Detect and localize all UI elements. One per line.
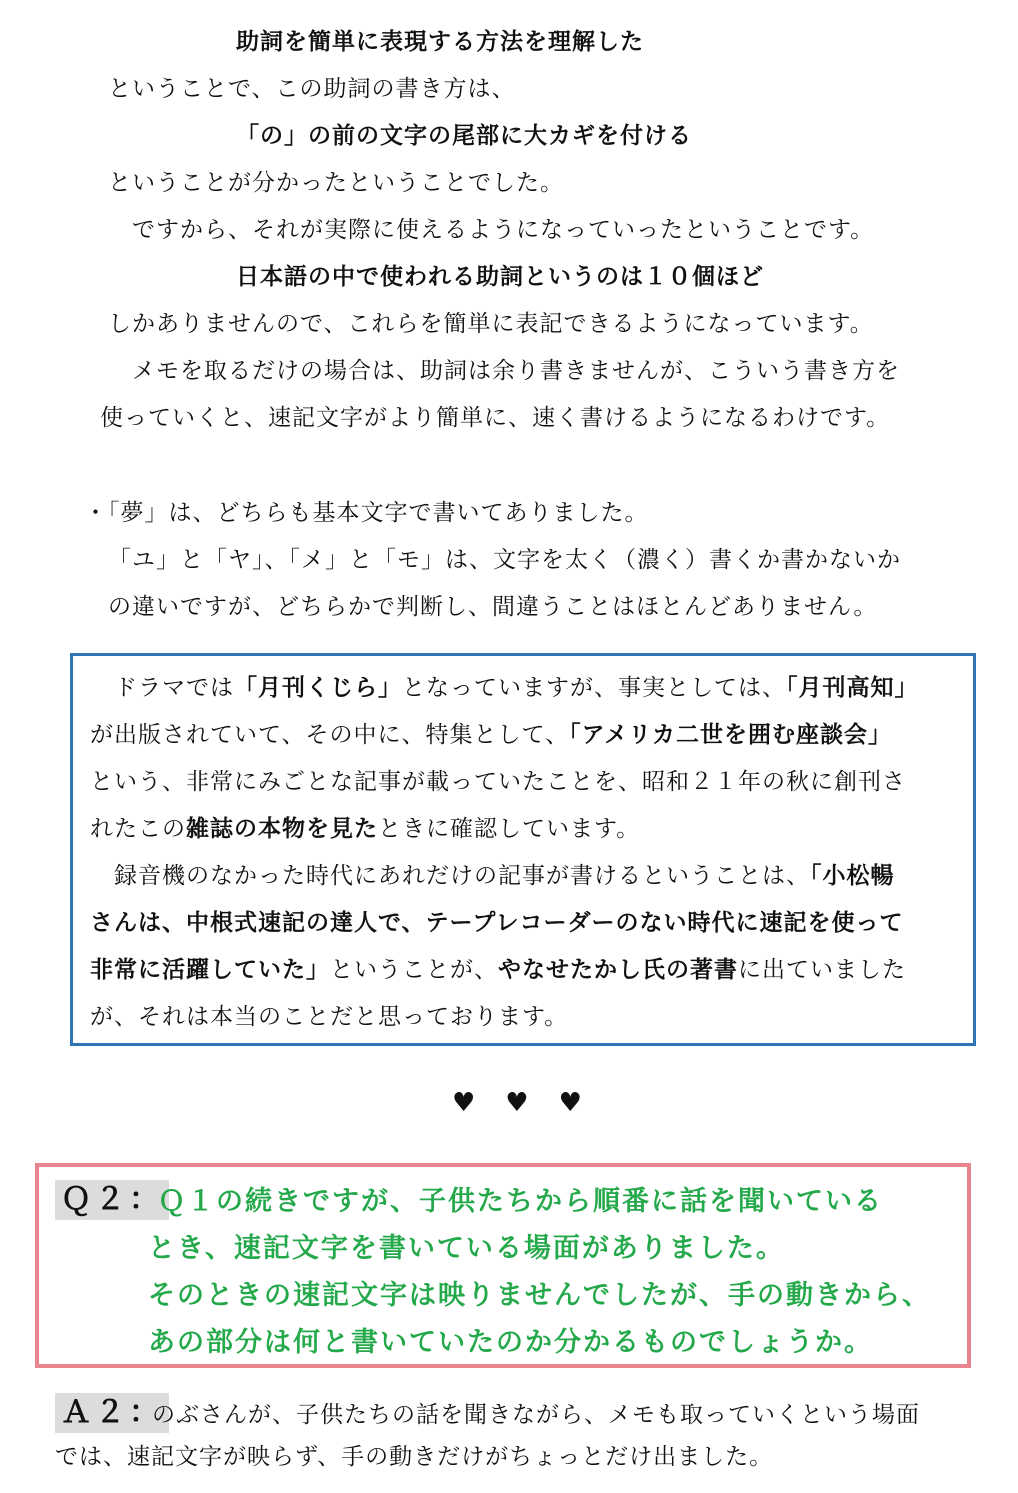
box-line-7 — [90, 956, 906, 984]
box-bold-quote: 「小松暢 — [810, 863, 895, 889]
box-text: ということが、 — [330, 957, 498, 983]
box-line-3: という、非常にみごとな記事が載っていたことを、昭和２１年の秋に創刊さ — [90, 769, 906, 795]
box-text: に出ていました — [738, 957, 906, 983]
a2-line-2: では、速記文字が映らず、手の動きだけがちょっとだけ出ました。 — [55, 1444, 774, 1470]
q2-line-4: あの部分は何と書いていたのか分かるものでしょうか。 — [148, 1327, 873, 1358]
bullet-line-3: の違いですが、どちらかで判断し、間違うことはほとんどありません。 — [108, 594, 878, 620]
box-text: れたこの — [90, 816, 186, 842]
box-line-5 — [114, 862, 895, 890]
box-bold-quote: 非常に活躍していた」 — [90, 957, 330, 983]
a2-line-1: のぶさんが、子供たちの話を聞きながら、メモも取っていくという場面 — [152, 1402, 920, 1428]
intro-line-1: 助詞を簡単に表現する方法を理解した — [236, 29, 644, 55]
box-bold-phrase: 雑誌の本物を見た — [186, 816, 378, 842]
a2-label: Ａ２： — [55, 1393, 169, 1433]
bullet-line-2: 「ユ」と「ヤ」、「メ」と「モ」は、文字を太く（濃く）書くか書かないか — [108, 547, 901, 573]
intro-line-6: 日本語の中で使われる助詞というのは１０個ほど — [236, 264, 764, 290]
intro-line-7: しかありませんので、これらを簡単に表記できるようになっています。 — [108, 311, 874, 337]
box-line-4 — [90, 815, 640, 843]
box-line-6: さんは、中根式速記の達人で、テープレコーダーのない時代に速記を使って — [90, 910, 904, 936]
intro-line-5: ですから、それが実際に使えるようになっていったということです。 — [132, 217, 875, 243]
box-bold-phrase: やなせたかし氏の著書 — [498, 957, 738, 983]
q2-label: Ｑ２： — [55, 1180, 169, 1220]
box-line-2 — [90, 721, 892, 749]
box-text: ときに確認しています。 — [378, 816, 641, 842]
bullet-line-1: ・「夢」は、どちらも基本文字で書いてありました。 — [84, 500, 649, 526]
intro-line-2: ということで、この助詞の書き方は、 — [108, 76, 516, 102]
box-bold-title: 「アメリカ二世を囲む座談会」 — [569, 722, 892, 748]
box-bold-title: 「月刊高知」 — [786, 675, 919, 701]
intro-line-9: 使っていくと、速記文字がより簡単に、速く書けるようになるわけです。 — [100, 405, 891, 431]
q2-line-2: とき、速記文字を書いている場面がありました。 — [148, 1233, 785, 1264]
intro-line-4: ということが分かったということでした。 — [108, 170, 564, 196]
box-line-1 — [114, 674, 919, 702]
q2-line-3: そのときの速記文字は映りませんでしたが、手の動きから、 — [148, 1280, 931, 1311]
box-text: が出版されていて、その中に、特集として、 — [90, 722, 570, 748]
q2-line-1: Ｑ１の続きですが、子供たちから順番に話を聞いている — [158, 1186, 883, 1217]
box-text: となっていますが、事実としては、 — [402, 675, 786, 701]
heart-divider: ♥♥♥ — [452, 1088, 612, 1118]
intro-line-8: メモを取るだけの場合は、助詞は余り書きませんが、こういう書き方を — [132, 358, 900, 384]
box-text: ドラマでは — [114, 675, 234, 701]
box-bold-title: 「月刊くじら」 — [234, 675, 402, 701]
intro-line-3: 「の」の前の文字の尾部に大カギを付ける — [236, 123, 692, 149]
info-box — [70, 653, 976, 1046]
box-text: 録音機のなかった時代にあれだけの記事が書けるということは、 — [114, 863, 810, 889]
box-line-8: が、それは本当のことだと思っております。 — [90, 1004, 569, 1030]
